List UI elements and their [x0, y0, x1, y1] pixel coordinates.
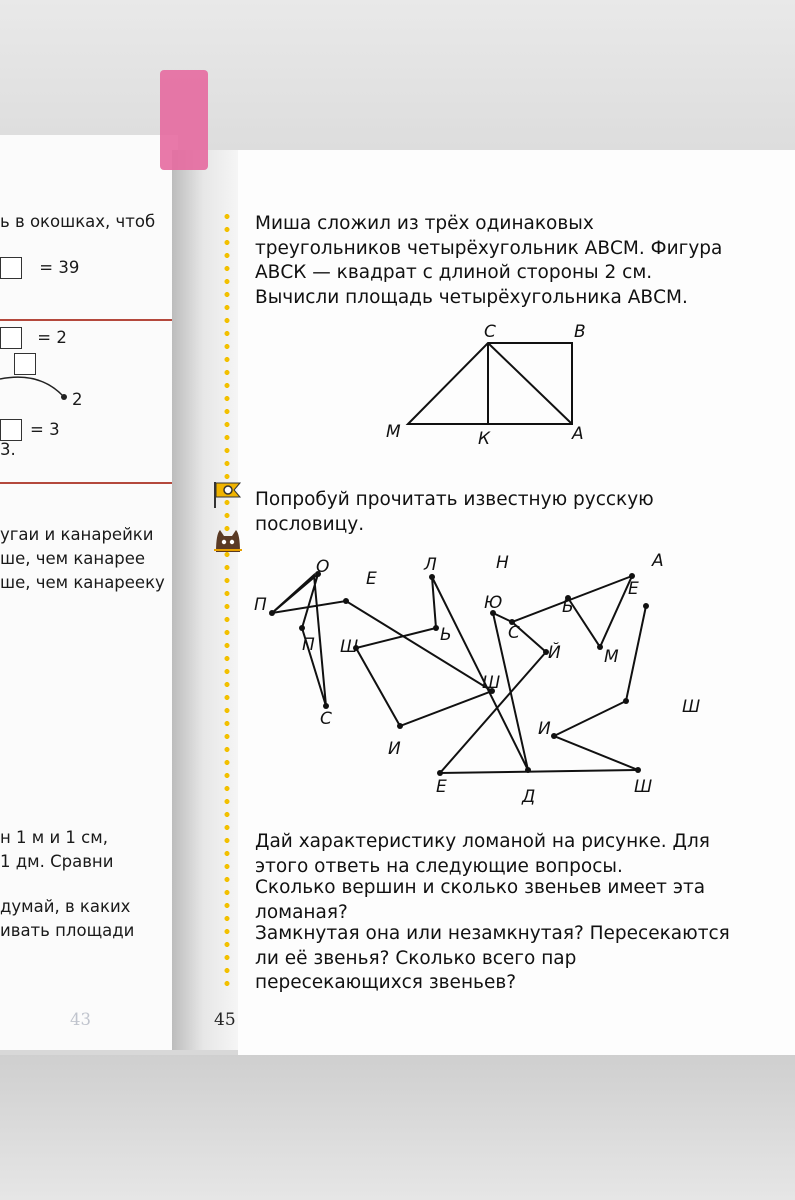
divider-line	[0, 319, 178, 321]
letter-e2: Е	[436, 777, 447, 797]
left-line: ь в окошках, чтоб	[0, 212, 156, 231]
quadrilateral-figure	[380, 318, 600, 450]
left-line: 2	[72, 390, 83, 409]
vertex-label-b: В	[574, 322, 586, 342]
flag-icon	[212, 480, 246, 510]
answer-box	[0, 327, 22, 349]
letter-s2: С	[508, 623, 520, 643]
letter-i1: И	[388, 739, 401, 759]
task3-question1: Сколько вершин и сколько звеньев имеет эта ломаная?	[255, 877, 706, 923]
vertex-label-a: А	[572, 424, 584, 444]
letter-yu: Ю	[484, 593, 503, 613]
left-line: ше, чем канарее	[0, 549, 146, 568]
letter-l: Л	[424, 555, 437, 575]
letter-o: О	[316, 557, 330, 577]
page-number: 45	[214, 1010, 236, 1030]
letter-n: Н	[496, 553, 509, 573]
left-page-number: 43	[70, 1010, 91, 1029]
cat-icon	[212, 526, 244, 556]
letter-soft1: Ь	[440, 625, 452, 645]
left-line: думай, в каких	[0, 897, 131, 916]
letter-sh2: Ш	[482, 673, 501, 693]
vertex-label-k: К	[478, 429, 491, 449]
polyline-figure	[250, 550, 720, 810]
left-line: 1 дм. Сравни	[0, 852, 114, 871]
left-line: ше, чем канарееку	[0, 573, 165, 592]
task2-text: Попробуй прочитать известную русскую пословицу.	[255, 489, 654, 535]
letter-sh3: Ш	[682, 697, 701, 717]
left-line: = 3	[0, 419, 60, 441]
left-line: н 1 м и 1 см,	[0, 828, 108, 847]
letter-m: М	[604, 647, 619, 667]
left-line: угаи и канарейки	[0, 525, 154, 544]
letter-sh4: Ш	[634, 777, 653, 797]
letter-e1: Е	[366, 569, 377, 589]
letter-p2: П	[302, 635, 315, 655]
left-page	[0, 135, 178, 1050]
letter-d: Д	[522, 787, 536, 807]
left-line: = 2	[0, 327, 67, 349]
letter-a: А	[652, 551, 664, 571]
answer-box	[0, 257, 22, 279]
bookmark-ribbon	[160, 70, 208, 170]
letter-soft2: Ь	[562, 597, 574, 617]
left-line: = 39	[0, 257, 79, 279]
dotted-margin-line	[224, 210, 230, 990]
divider-line	[0, 482, 178, 484]
letter-y: Й	[548, 643, 561, 663]
left-line: ивать площади	[0, 921, 135, 940]
task3-intro: Дай характеристику ломаной на рисунке. Для этого ответь на следующие вопросы.	[255, 831, 710, 877]
left-line: 3.	[0, 440, 16, 459]
letter-s1: С	[320, 709, 332, 729]
vertex-label-c: С	[484, 322, 496, 342]
book-gutter	[172, 150, 242, 1050]
scan-background-bottom	[0, 1055, 795, 1200]
letter-i2: И	[538, 719, 551, 739]
letter-sh1: Ш	[340, 637, 359, 657]
letter-e3: Е	[628, 579, 639, 599]
letter-p1: П	[254, 595, 267, 615]
task3-question2: Замкнутая она или незамкнутая? Пересекаются ли её звенья? Сколько всего пар пересекающихся звеньев?	[255, 923, 730, 993]
task1-text: Миша сложил из трёх одинаковых треугольников четырёхугольник АВСМ. Фигура АВСК — квадрат с длиной стороны 2 см. Вычисли площадь четырёхугольника АВСМ.	[255, 213, 723, 308]
vertex-label-m: М	[386, 422, 401, 442]
